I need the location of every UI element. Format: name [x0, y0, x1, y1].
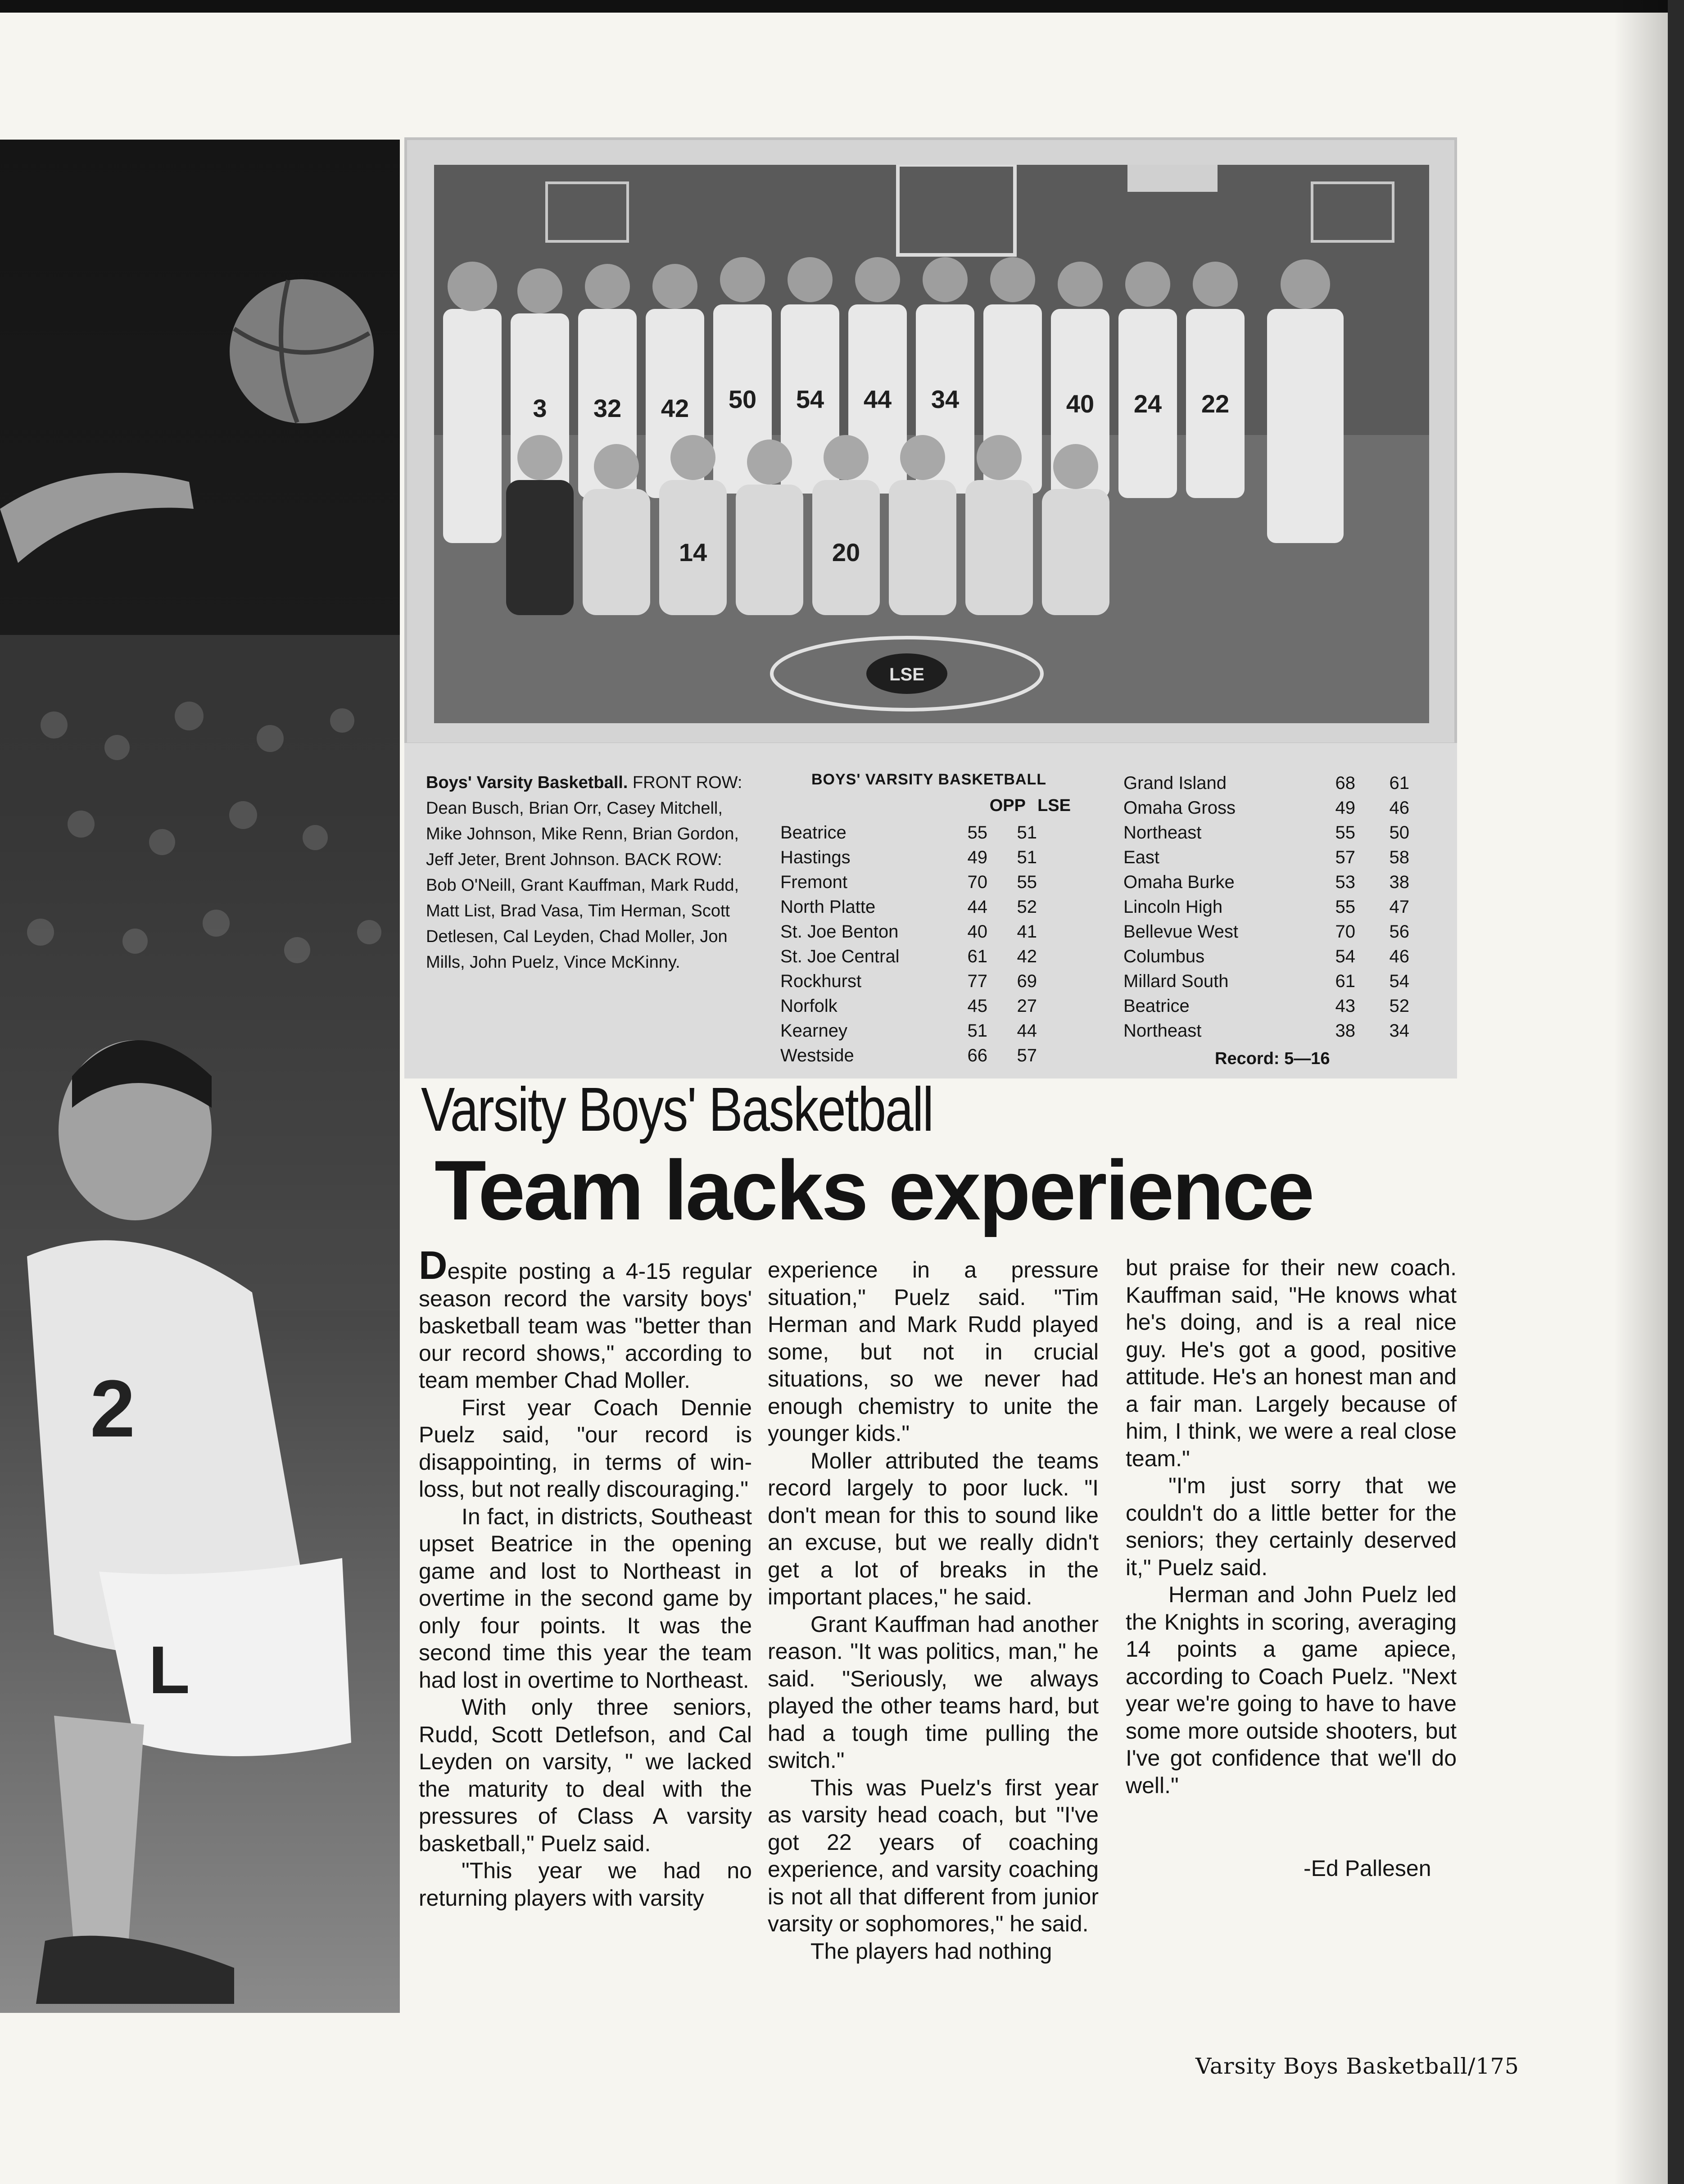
opp-score: 61: [1335, 971, 1355, 991]
opp-score: 43: [1335, 996, 1355, 1016]
article-column-3: [1126, 1254, 1457, 1799]
jersey-number: 40: [1066, 390, 1095, 418]
lse-score: 55: [1017, 872, 1037, 892]
opp-score: 51: [967, 1021, 987, 1041]
scan-border-right: [1668, 0, 1684, 2184]
opponent-name: Beatrice: [1123, 996, 1190, 1016]
schedule-row: [1123, 895, 1439, 920]
schedule-header: [981, 796, 1071, 816]
opp-score: 54: [1335, 947, 1355, 966]
article-paragraph: First year Coach Dennie Puelz said, "our record is disappointing, in terms of win-loss, but not really discouraging.": [419, 1395, 752, 1502]
article-paragraph: Despite posting a 4-15 regular season record the varsity boys' basketball team was "better than our record shows," according to team member Chad Moller.: [419, 1243, 752, 1393]
opponent-name: Norfolk: [780, 996, 837, 1016]
lse-score: 46: [1389, 798, 1409, 818]
opp-score: 45: [967, 996, 987, 1016]
schedule-row: [1123, 920, 1439, 944]
schedule-title: BOYS' VARSITY BASKETBALL: [811, 771, 1046, 788]
lse-score: 44: [1017, 1021, 1037, 1041]
lse-score: 34: [1389, 1021, 1409, 1041]
schedule-row: [1123, 820, 1439, 845]
headline: Team lacks experience: [435, 1143, 1313, 1237]
team-photo: [434, 165, 1429, 723]
section-kicker: Varsity Boys' Basketball: [421, 1075, 933, 1144]
jersey-number: 54: [796, 385, 824, 413]
schedule-row: [1123, 1019, 1439, 1043]
article-paragraph: "This year we had no returning players with varsity: [419, 1858, 752, 1911]
lse-score: 58: [1389, 847, 1409, 867]
jersey-number: 24: [1133, 390, 1162, 418]
lse-score: 47: [1389, 897, 1409, 917]
article-paragraph: "I'm just sorry that we couldn't do a little better for the seniors; they certainly deserved it," Puelz said.: [1126, 1473, 1457, 1580]
opp-score: 49: [967, 847, 987, 867]
opp-score: 68: [1335, 773, 1355, 793]
lse-score: 27: [1017, 996, 1037, 1016]
jersey-number: 44: [863, 385, 892, 413]
photo-caption: [426, 770, 750, 975]
page-gutter-shadow: [1614, 0, 1668, 2184]
opp-score: 40: [967, 922, 987, 942]
schedule-row: [780, 895, 1059, 920]
schedule-row: [780, 944, 1059, 969]
article-column-2: [768, 1256, 1099, 1965]
lse-score: 42: [1017, 947, 1037, 966]
opp-score: 61: [967, 947, 987, 966]
schedule-row: [780, 820, 1059, 845]
article-paragraph: In fact, in districts, Southeast upset Beatrice in the opening game and lost to Northeast in overtime in the second game by only four points. It was the second time this year the team had lost in overtime to Northeast.: [419, 1504, 752, 1693]
schedule-row: [780, 994, 1059, 1019]
article-column-1: [419, 1243, 752, 1912]
article-paragraph: Herman and John Puelz led the Knights in scoring, averaging 14 points a game apiece, according to Coach Puelz. "Next year we're going to have to have some more outside shooters, but I've got confidence that we'll do well.": [1126, 1582, 1457, 1798]
schedule-row: [780, 870, 1059, 895]
opponent-name: Bellevue West: [1123, 922, 1238, 942]
opp-score: 49: [1335, 798, 1355, 818]
opp-score: 53: [1335, 872, 1355, 892]
svg-text:L: L: [149, 1632, 190, 1708]
opponent-name: North Platte: [780, 897, 876, 917]
opponent-name: Omaha Burke: [1123, 872, 1235, 892]
page-footer: Varsity Boys Basketball/175: [1195, 2053, 1519, 2079]
jersey-number: 3: [533, 394, 547, 422]
team-photo-frame: [404, 137, 1457, 745]
opp-score: 38: [1335, 1021, 1355, 1041]
lse-score: 57: [1017, 1046, 1037, 1065]
opponent-name: St. Joe Benton: [780, 922, 899, 942]
opponent-name: Millard South: [1123, 971, 1229, 991]
opponent-name: St. Joe Central: [780, 947, 900, 966]
article-paragraph: The players had nothing: [810, 1938, 1052, 1964]
lse-score: 51: [1017, 847, 1037, 867]
opp-score: 55: [1335, 823, 1355, 843]
lse-score: 61: [1389, 773, 1409, 793]
schedule-row: [1123, 944, 1439, 969]
schedule-right: [1123, 771, 1439, 1043]
opp-score: 55: [1335, 897, 1355, 917]
lse-score: 52: [1389, 996, 1409, 1016]
lse-score: 54: [1389, 971, 1409, 991]
opp-score: 66: [967, 1046, 987, 1065]
schedule-row: [1123, 969, 1439, 994]
col-opp: OPP: [989, 796, 1026, 815]
schedule-row: [1123, 994, 1439, 1019]
schedule-row: [780, 1019, 1059, 1043]
article-paragraph: This was Puelz's first year as varsity head coach, but "I've got 22 years of coaching experience, and varsity coaching is not all that different from junior varsity or sophomores," he said.: [768, 1775, 1099, 1936]
schedule-left: [780, 820, 1059, 1068]
opponent-name: Kearney: [780, 1021, 847, 1041]
opponent-name: Rockhurst: [780, 971, 862, 991]
lse-score: 56: [1389, 922, 1409, 942]
caption-panel: [404, 743, 1457, 1078]
opponent-name: East: [1123, 847, 1160, 867]
court-logo: LSE: [889, 665, 924, 684]
opp-score: 57: [1335, 847, 1355, 867]
schedule-row: [1123, 771, 1439, 796]
opponent-name: Omaha Gross: [1123, 798, 1236, 818]
jersey-number: 32: [593, 394, 622, 422]
schedule-row: [780, 969, 1059, 994]
article-paragraph: Moller attributed the teams record largely to poor luck. "I don't mean for this to sound like an excuse, but we really didn't get a lot of breaks in the important places," he said.: [768, 1448, 1099, 1609]
opponent-name: Northeast: [1123, 823, 1202, 843]
svg-text:2: 2: [90, 1364, 136, 1454]
jersey-number: 14: [679, 538, 707, 566]
article-paragraph: Grant Kauffman had another reason. "It was politics, man," he said. "Seriously, we always played the other teams hard, but had a tough time pulling the switch.": [768, 1611, 1099, 1773]
jersey-number: 20: [832, 538, 860, 566]
opponent-name: Columbus: [1123, 947, 1205, 966]
schedule-row: [1123, 796, 1439, 820]
season-record: Record: 5—16: [1215, 1049, 1330, 1068]
lse-score: 69: [1017, 971, 1037, 991]
article-paragraph: experience in a pressure situation," Puelz said. "Tim Herman and Mark Rudd played some, but not in crucial situations, so we never had enough chemistry to unite the younger kids.": [768, 1257, 1099, 1446]
opp-score: 55: [967, 823, 987, 843]
schedule-row: [780, 845, 1059, 870]
opp-score: 70: [967, 872, 987, 892]
opponent-name: Westside: [780, 1046, 854, 1065]
opponent-name: Grand Island: [1123, 773, 1227, 793]
schedule-row: [1123, 845, 1439, 870]
caption-lead: Boys' Varsity Basketball.: [426, 773, 628, 792]
dropcap: D: [419, 1243, 448, 1287]
schedule-row: [780, 1043, 1059, 1068]
caption-names: FRONT ROW: Dean Busch, Brian Orr, Casey Mitchell, Mike Johnson, Mike Renn, Brian Gordon, Jeff Jeter, Brent Johnson. BACK ROW: Bob O'Neill, Grant Kauffman, Mark Rudd, Matt List, Brad Vasa, Tim Herman, Scott Detlesen, Cal Leyden, Chad Moller, Jon Mills, John Puelz, Vince McKinny.: [426, 773, 742, 972]
opp-score: 77: [967, 971, 987, 991]
jersey-number: 42: [661, 394, 689, 422]
article-paragraph: but praise for their new coach. Kauffman said, "He knows what he's doing, and is a real nice guy. He's got a good, positive attitude. He's an honest man and a fair man. Largely because of him, I think, we were a real close team.": [1126, 1255, 1457, 1471]
byline: -Ed Pallesen: [1304, 1856, 1431, 1881]
opp-score: 70: [1335, 922, 1355, 942]
opp-score: 44: [967, 897, 987, 917]
opponent-name: Fremont: [780, 872, 847, 892]
action-photo: [0, 140, 400, 2013]
schedule-row: [1123, 870, 1439, 895]
scan-border-top: [0, 0, 1684, 13]
lse-score: 38: [1389, 872, 1409, 892]
article-paragraph: With only three seniors, Rudd, Scott Detlefson, and Cal Leyden on varsity, " we lacked the maturity to deal with the pressures of Class A varsity basketball," Puelz said.: [419, 1695, 752, 1856]
lse-score: 50: [1389, 823, 1409, 843]
opponent-name: Northeast: [1123, 1021, 1202, 1041]
jersey-number: 34: [931, 385, 960, 413]
opponent-name: Hastings: [780, 847, 851, 867]
opponent-name: Beatrice: [780, 823, 847, 843]
col-lse: LSE: [1037, 796, 1071, 815]
lse-score: 41: [1017, 922, 1037, 942]
lse-score: 52: [1017, 897, 1037, 917]
opponent-name: Lincoln High: [1123, 897, 1223, 917]
jersey-number: 50: [728, 385, 757, 413]
lse-score: 46: [1389, 947, 1409, 966]
lse-score: 51: [1017, 823, 1037, 843]
schedule-row: [780, 920, 1059, 944]
jersey-number: 22: [1201, 390, 1230, 418]
